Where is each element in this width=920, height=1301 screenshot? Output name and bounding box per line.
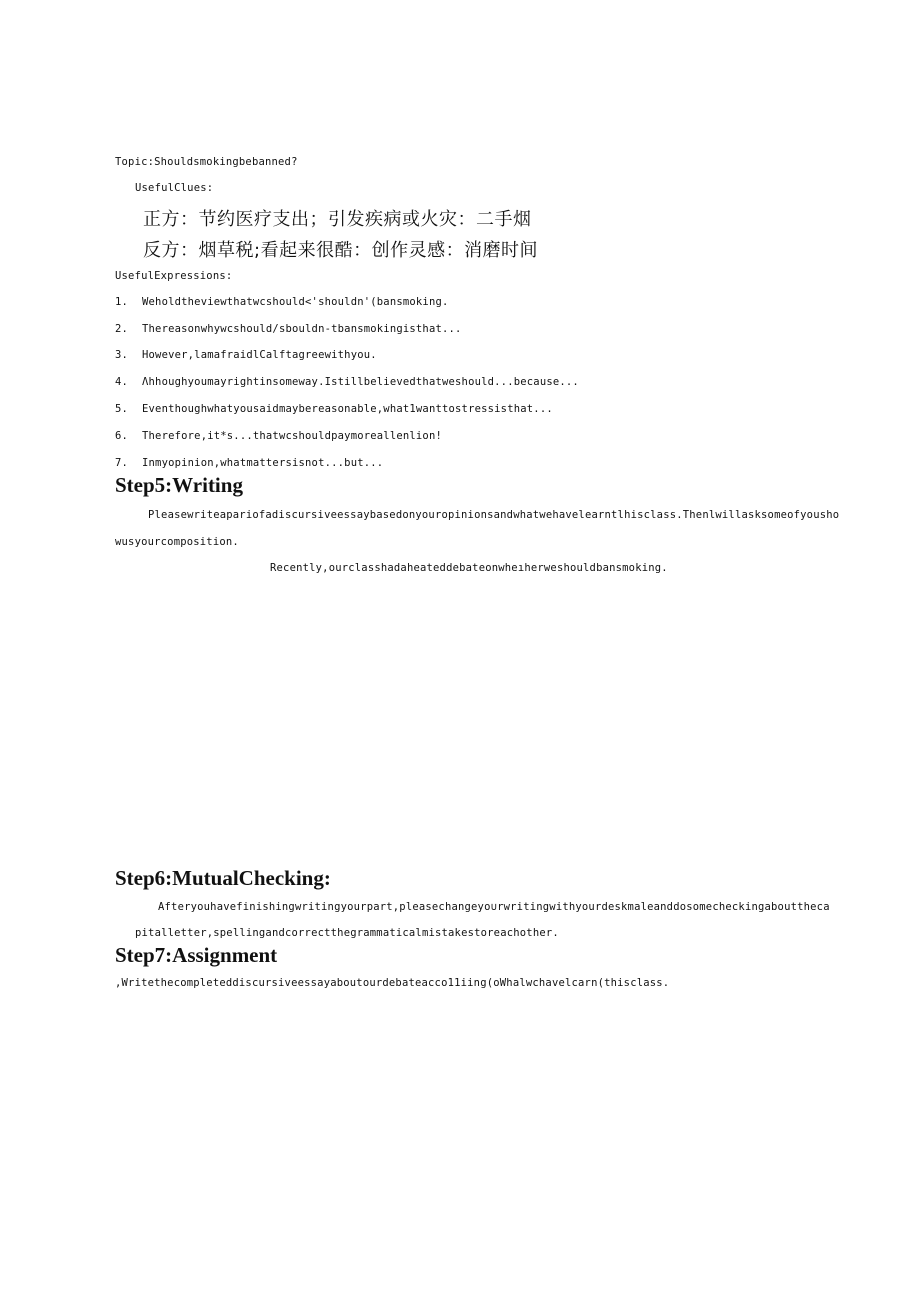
step6-line2: pitalletter,spellingandcorrectthegrammaticalmistakestoreachother.: [135, 927, 559, 939]
list-item-number: 6.: [115, 430, 129, 442]
list-item: [115, 376, 579, 388]
list-item-text: However,lamafraidlCalftagreewithyou.: [142, 349, 377, 361]
clue-con: 反方：烟草税;看起来很酷：创作灵感：消磨时间: [143, 240, 539, 261]
list-item: [115, 349, 377, 361]
list-item-number: 1.: [115, 296, 129, 308]
step7-heading: Step7:Assignment: [115, 943, 278, 967]
list-item-text: Inmyopinion,whatmattersisnot...but...: [142, 457, 384, 469]
step5-instruction-line2: wusyourcomposition.: [115, 536, 239, 548]
list-item-number: 3.: [115, 349, 129, 361]
list-item-number: 7.: [115, 457, 129, 469]
step6-line1: Afteryouhavefinishingwritingyourpart,pleasechangeyo∪rwritingwithyourdeskmaleanddosomecheckingabouttheca: [158, 901, 830, 913]
list-item-number: 4.: [115, 376, 129, 388]
useful-expressions-label: UsefulExpressions:: [115, 270, 233, 282]
list-item: [115, 457, 383, 469]
topic-line: Topic:Shouldsmokingbebanned?: [115, 156, 298, 168]
list-item-text: Eventhoughwhatyousaidmaybereasonable,what1wanttostressisthat...: [142, 403, 553, 415]
list-item-text: Λhhoughyoumayrightinsomeway.Istillbelievedthatweshould...because...: [142, 376, 579, 388]
list-item-number: 2.: [115, 323, 129, 335]
list-item: [115, 430, 442, 442]
step5-essay-starter: Recently,ourclasshadaheateddebateonwheıherweshouldbansmoking.: [270, 562, 668, 574]
clue-pro: 正方：节约医疗支出；引发疾病或火灾：二手烟: [143, 209, 532, 230]
useful-clues-label: UsefulClues:: [135, 182, 214, 194]
list-item-text: Weholdtheviewthatwcshould<'shouldn'(bansmoking.: [142, 296, 449, 308]
step5-heading: Step5:Writing: [115, 473, 243, 497]
step7-line1: ,Writethecompleteddiscursiveessayaboutourdebateacco11iing(oWhalwchavelcarn(thisclass.: [115, 977, 670, 989]
list-item-text: Therefore,it*s...thatwcshouldpaymoreallenlion!: [142, 430, 442, 442]
list-item-number: 5.: [115, 403, 129, 415]
list-item-text: Thereasonwhywcshould/sbouldn-tbansmokingisthat...: [142, 323, 462, 335]
list-item: [115, 403, 553, 415]
list-item: [115, 323, 462, 335]
step5-instruction-line1: Pleasewriteapariofadiscursiveessaybasedonyouropinionsandwhatwehavelearntlhisclass.Thenlwillasksomeofyousho: [148, 509, 840, 521]
step6-heading: Step6:MutualChecking:: [115, 866, 331, 890]
list-item: [115, 296, 449, 308]
